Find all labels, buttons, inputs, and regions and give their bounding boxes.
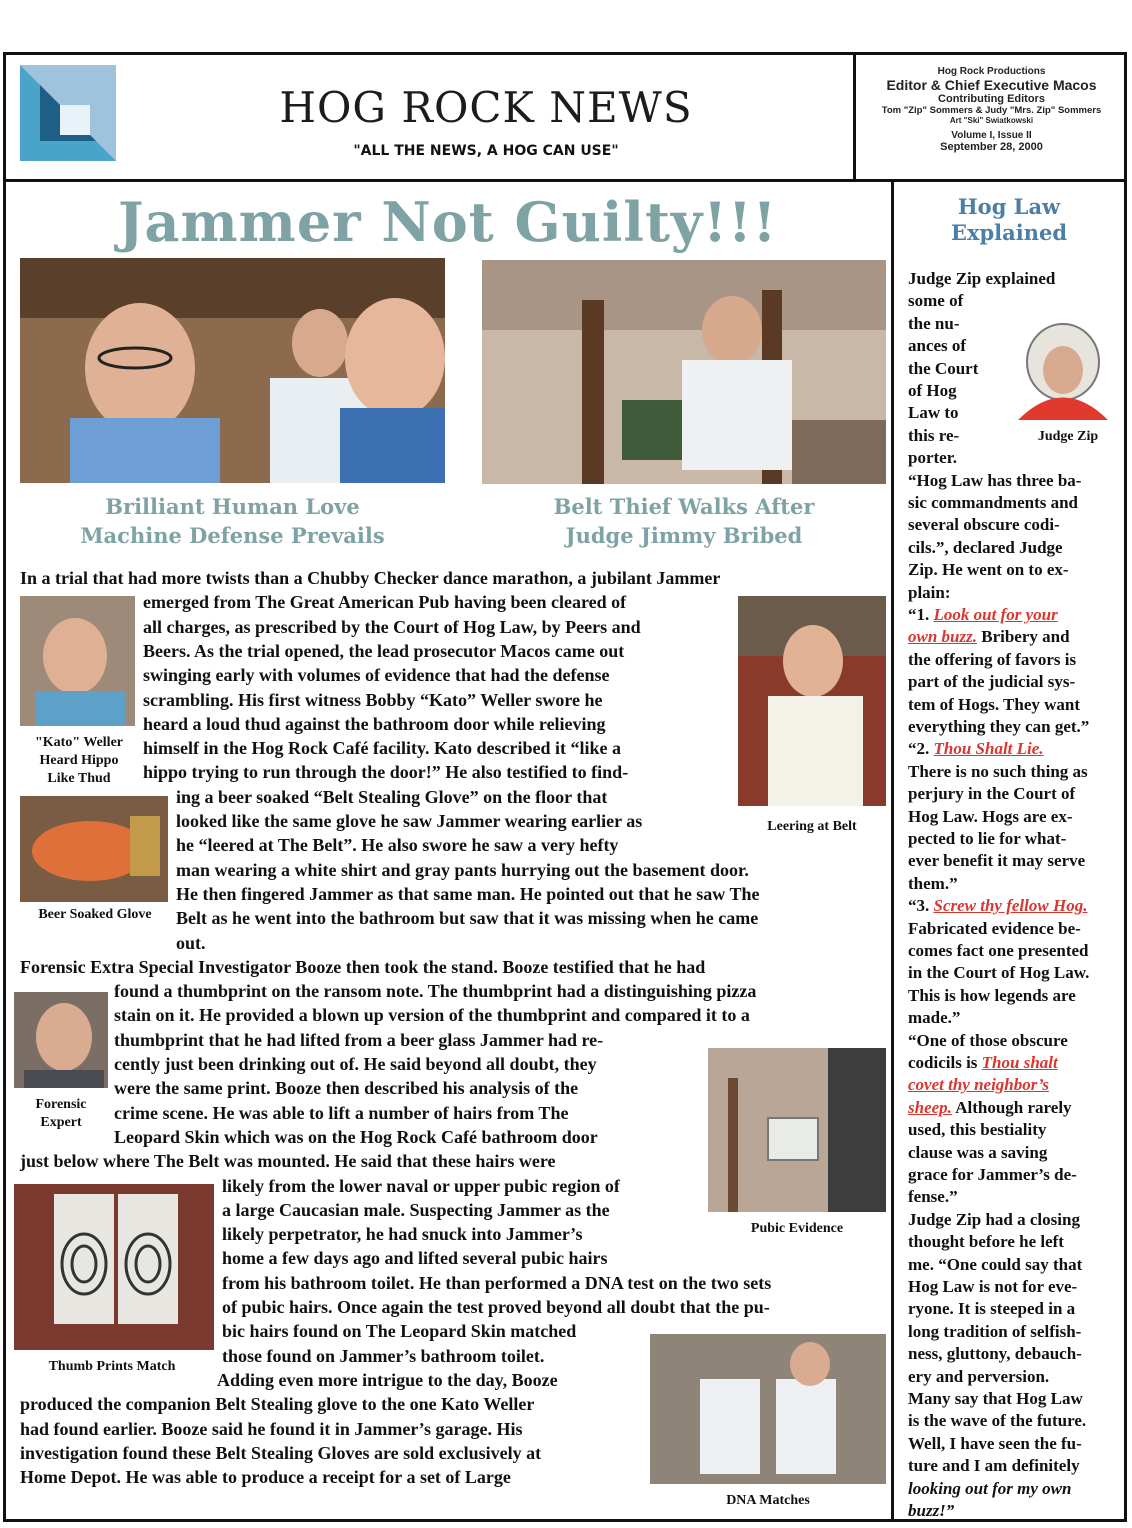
sidebar-line: There is no such thing as bbox=[908, 761, 1088, 781]
body-line: crime scene. He was able to lift a number of hairs from The bbox=[114, 1102, 569, 1123]
sidebar-line bbox=[908, 626, 1070, 648]
caption-pubic: Pubic Evidence bbox=[750, 1221, 844, 1236]
sidebar-line-text: “2. bbox=[908, 739, 934, 759]
sidebar-line: ryone. It is steeped in a bbox=[908, 1299, 1076, 1319]
sidebar-line bbox=[908, 1074, 1049, 1096]
sidebar-line: everything they can get.” bbox=[908, 717, 1090, 736]
sidebar-line: “One of those obscure bbox=[908, 1030, 1068, 1050]
sidebar-line: “Hog Law has three ba- bbox=[908, 470, 1082, 490]
caption-dna: DNA Matches bbox=[726, 1493, 810, 1508]
body-line: out. bbox=[176, 932, 206, 953]
sidebar-line: Judge Zip explained bbox=[908, 269, 1056, 288]
body-line: had found earlier. Booze said he found it in Jammer’s garage. His bbox=[20, 1418, 523, 1439]
commandment-link: Look out for your bbox=[933, 605, 1058, 624]
body-line: Leopard Skin which was on the Hog Rock Café bathroom door bbox=[114, 1126, 598, 1147]
sidebar-line: this re- bbox=[908, 425, 960, 445]
photo-three-men bbox=[20, 258, 445, 483]
body-line: all charges, as prescribed by the Court of Hog Law, by Peers and bbox=[143, 616, 641, 637]
sidebar-line: is the wave of the future. bbox=[908, 1411, 1087, 1431]
sidebar-title: Hog Law Explained bbox=[950, 194, 1068, 245]
caption-forensic: Forensic Expert bbox=[35, 1097, 87, 1130]
body-line: cently just been drinking out of. He said beyond all doubt, they bbox=[114, 1054, 597, 1074]
sidebar-line bbox=[908, 895, 1087, 917]
body-line: man wearing a white shirt and gray pants hurrying out the basement door. bbox=[176, 859, 749, 880]
sidebar-line: part of the judicial sys- bbox=[908, 672, 1076, 692]
commandment-link: Thou shalt bbox=[981, 1053, 1058, 1072]
body-line: stain on it. He provided a blown up version of the thumbprint and compared it to a bbox=[114, 1005, 750, 1026]
body-line: Home Depot. He was able to produce a receipt for a set of Large bbox=[20, 1467, 511, 1488]
body-line: swinging early with volumes of evidence that had the defense bbox=[143, 665, 610, 686]
codicil-link: covet thy neighbor’s bbox=[908, 1075, 1050, 1095]
body-line: were the same print. Booze then described his analysis of the bbox=[114, 1078, 579, 1099]
sidebar-line: pected to lie for what- bbox=[908, 829, 1067, 848]
sidebar-line: several obscure codi- bbox=[908, 515, 1060, 535]
sidebar-line: porter. bbox=[908, 448, 957, 468]
body-line: Belt as he went into the bathroom but saw that it was missing when he came bbox=[176, 908, 759, 929]
sidebar-line: some of bbox=[908, 291, 964, 311]
sidebar-line: them.” bbox=[908, 873, 958, 893]
sidebar-line: cils.”, declared Judge bbox=[908, 537, 1063, 557]
sidebar-line: ery and perversion. bbox=[908, 1366, 1050, 1386]
sidebar-line: ture and I am definitely bbox=[908, 1456, 1080, 1476]
sidebar-line: grace for Jammer’s de- bbox=[908, 1165, 1077, 1184]
caption-thumb: Thumb Prints Match bbox=[48, 1359, 176, 1374]
photo-dna bbox=[650, 1334, 886, 1484]
logo-icon bbox=[20, 65, 116, 161]
sidebar-line-text: codicils is bbox=[908, 1053, 982, 1072]
body-line: likely perpetrator, he had snuck into Jammer’s bbox=[222, 1224, 583, 1245]
sidebar-line: looking out for my own bbox=[908, 1478, 1072, 1498]
photo-forensic-expert bbox=[14, 992, 108, 1088]
body-line: bic hairs found on The Leopard Skin matched bbox=[222, 1321, 577, 1342]
sidebar-line-text: Bribery and bbox=[976, 627, 1070, 647]
body-line: looked like the same glove he saw Jammer wearing earlier as bbox=[176, 811, 643, 831]
sidebar-line: buzz!” bbox=[908, 1501, 955, 1520]
body-line: scrambling. His first witness Bobby “Kato” Weller swore he bbox=[143, 689, 603, 710]
sidebar-line: sic commandments and bbox=[908, 493, 1079, 512]
sidebar-line: me. “One could say that bbox=[908, 1254, 1083, 1274]
body-line: he “leered at The Belt”. He also swore he saw a very hefty bbox=[176, 835, 619, 856]
credits-box bbox=[853, 55, 1127, 179]
caption-glove: Beer Soaked Glove bbox=[38, 907, 152, 922]
body-line: a large Caucasian male. Suspecting Jammer as the bbox=[222, 1199, 610, 1220]
sidebar-line: Zip. He went on to ex- bbox=[908, 560, 1069, 580]
commandment-link: own buzz. bbox=[908, 627, 977, 647]
sidebar-line: This is how legends are bbox=[908, 985, 1076, 1005]
body-line: emerged from The Great American Pub having been cleared of bbox=[143, 592, 627, 613]
contributing-label: Contributing Editors bbox=[938, 93, 1045, 105]
sidebar-line: Many say that Hog Law bbox=[908, 1389, 1083, 1408]
body-line: Adding even more intrigue to the day, Booze bbox=[217, 1369, 558, 1390]
sidebar-line: the Court bbox=[908, 358, 979, 378]
paper-motto: "ALL THE NEWS, A HOG CAN USE" bbox=[353, 143, 619, 159]
sidebar-line: ances of bbox=[908, 336, 967, 356]
body-line: Forensic Extra Special Investigator Booze then took the stand. Booze testified that he had bbox=[20, 956, 706, 977]
sidebar-line bbox=[908, 738, 1044, 760]
body-line: hippo trying to run through the door!” He also testified to find- bbox=[143, 762, 629, 783]
body-line: just below where The Belt was mounted. He said that these hairs were bbox=[20, 1151, 556, 1172]
sidebar-line: Fabricated evidence be- bbox=[908, 918, 1081, 938]
contributors: Tom "Zip" Sommers & Judy "Mrs. Zip" Sommers bbox=[881, 105, 1102, 116]
body-line: He then fingered Jammer as that same man. He pointed out that he saw The bbox=[176, 883, 760, 904]
sidebar-line: clause was a saving bbox=[908, 1142, 1048, 1162]
subhead-right: Belt Thief Walks After Judge Jimmy Bribed bbox=[553, 494, 815, 548]
sidebar-line: Hog Law is not for eve- bbox=[908, 1277, 1078, 1296]
photo-leering bbox=[738, 596, 886, 806]
body-line: thumbprint that he had lifted from a beer glass Jammer had re- bbox=[114, 1029, 604, 1050]
sidebar-line: ness, gluttony, debauch- bbox=[908, 1344, 1082, 1364]
editor: Editor & Chief Executive Macos bbox=[886, 77, 1097, 93]
sidebar-line: of Hog bbox=[908, 381, 957, 400]
photo-thumb-prints bbox=[14, 1184, 214, 1350]
sidebar-line: Law to bbox=[908, 403, 959, 423]
sidebar-line: plain: bbox=[908, 582, 951, 602]
paper-title: HOG ROCK NEWS bbox=[279, 83, 693, 132]
body-line: Beers. As the trial opened, the lead prosecutor Macos came out bbox=[143, 640, 625, 661]
sidebar-line: made.” bbox=[908, 1008, 961, 1028]
body-line: those found on Jammer’s bathroom toilet. bbox=[222, 1345, 545, 1366]
body-line: In a trial that had more twists than a Chubby Checker dance marathon, a jubilant Jammer bbox=[20, 568, 721, 588]
body-line: heard a loud thud against the bathroom door while relieving bbox=[143, 713, 606, 734]
sidebar-line: ever benefit it may serve bbox=[908, 851, 1086, 871]
subhead-left: Brilliant Human Love Machine Defense Prevails bbox=[80, 494, 385, 548]
body-line: from his bathroom toilet. He than performed a DNA test on the two sets bbox=[222, 1272, 772, 1293]
photo-kato bbox=[20, 596, 135, 726]
sidebar-line: perjury in the Court of bbox=[908, 784, 1076, 804]
sidebar-line: Well, I have seen the fu- bbox=[908, 1433, 1082, 1453]
art-credit: Art "Ski" Swiatkowski bbox=[949, 116, 1034, 125]
body-line: himself in the Hog Rock Café facility. Kato described it “like a bbox=[143, 738, 621, 759]
sidebar-line: the nu- bbox=[908, 313, 960, 333]
photo-pubic-evidence bbox=[708, 1048, 886, 1212]
caption-leering: Leering at Belt bbox=[767, 819, 857, 834]
body-line: likely from the lower naval or upper pubic region of bbox=[222, 1175, 620, 1196]
body-line: produced the companion Belt Stealing glove to the one Kato Weller bbox=[20, 1394, 535, 1415]
body-line: ing a beer soaked “Belt Stealing Glove” on the floor that bbox=[176, 786, 608, 807]
judge-zip-cartoon bbox=[1008, 320, 1118, 420]
sidebar-line bbox=[908, 1052, 1058, 1074]
headline: Jammer Not Guilty!!! bbox=[118, 190, 778, 254]
codicil-link: sheep. bbox=[908, 1097, 952, 1117]
sidebar-line-text: “1. bbox=[908, 605, 934, 624]
volume: Volume I, Issue II bbox=[951, 130, 1032, 141]
sidebar-line: Judge Zip had a closing bbox=[908, 1209, 1080, 1229]
sidebar-line: tem of Hogs. They want bbox=[908, 694, 1081, 714]
sidebar-line: used, this bestiality bbox=[908, 1120, 1047, 1140]
sidebar-line: fense.” bbox=[908, 1187, 958, 1207]
sidebar-line bbox=[908, 1097, 1072, 1119]
sidebar-line: long tradition of selfish- bbox=[908, 1321, 1082, 1341]
sidebar-line-text: “3. bbox=[908, 896, 934, 916]
sidebar-line-text: Although rarely bbox=[951, 1097, 1072, 1117]
commandment-link: Thou Shalt Lie. bbox=[933, 739, 1044, 759]
sidebar-line: the offering of favors is bbox=[908, 649, 1077, 669]
sidebar-line bbox=[908, 604, 1058, 626]
body-line: found a thumbprint on the ransom note. The thumbprint had a distinguishing pizza bbox=[114, 981, 757, 1002]
issue-date: September 28, 2000 bbox=[940, 141, 1043, 153]
masthead bbox=[6, 55, 1124, 182]
photo-belt-thief bbox=[482, 260, 886, 484]
sidebar-photo-caption: Judge Zip bbox=[1037, 429, 1099, 444]
sidebar-divider bbox=[891, 179, 894, 1522]
sidebar-line: in the Court of Hog Law. bbox=[908, 963, 1090, 983]
caption-kato: "Kato" Weller Heard Hippo Like Thud bbox=[35, 735, 123, 786]
sidebar-line: thought before he left bbox=[908, 1232, 1064, 1252]
body-line: investigation found these Belt Stealing Gloves are sold exclusively at bbox=[20, 1442, 542, 1463]
body-line: of pubic hairs. Once again the test proved beyond all doubt that the pu- bbox=[222, 1297, 770, 1317]
body-line: home a few days ago and lifted several pubic hairs bbox=[222, 1248, 608, 1269]
sidebar-line: comes fact one presented bbox=[908, 941, 1089, 960]
sidebar-line: Hog Law. Hogs are ex- bbox=[908, 806, 1073, 826]
producer: Hog Rock Productions bbox=[937, 66, 1046, 77]
commandment-link: Screw thy fellow Hog. bbox=[933, 896, 1088, 916]
photo-glove bbox=[20, 796, 168, 902]
